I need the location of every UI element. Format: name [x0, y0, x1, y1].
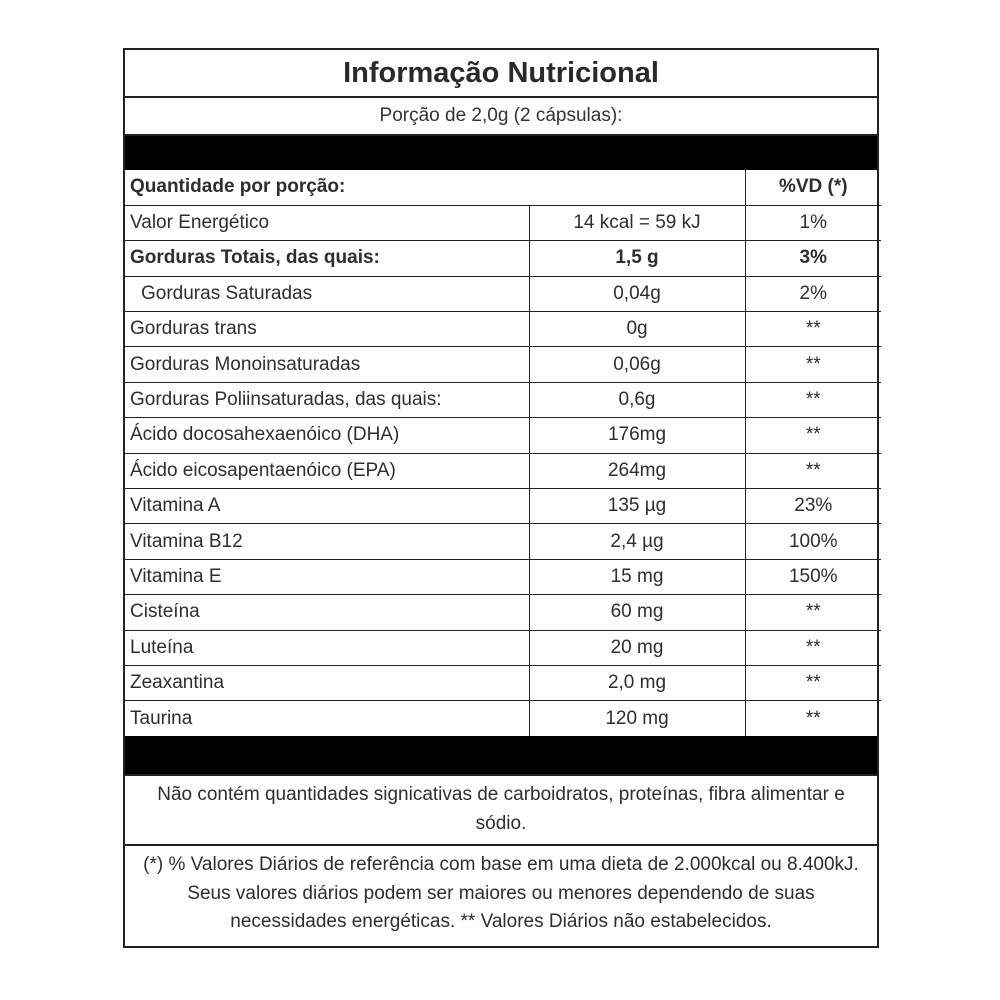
nutrient-name: Taurina	[125, 701, 529, 736]
nutrient-quantity: 120 mg	[529, 701, 745, 736]
header-vd: %VD (*)	[745, 170, 881, 205]
table-row	[125, 489, 881, 524]
nutrient-name: Vitamina B12	[125, 524, 529, 559]
nutrient-name: Zeaxantina	[125, 665, 529, 700]
nutrient-quantity: 176mg	[529, 418, 745, 453]
table-row	[125, 276, 881, 311]
table-row	[125, 665, 881, 700]
nutrient-quantity: 2,0 mg	[529, 665, 745, 700]
nutrient-name: Luteína	[125, 630, 529, 665]
nutrient-quantity: 60 mg	[529, 595, 745, 630]
nutrient-name: Gorduras Totais, das quais:	[125, 241, 529, 276]
nutrient-daily-value: 150%	[745, 559, 881, 594]
portion-size: Porção de 2,0g (2 cápsulas):	[125, 98, 877, 136]
table-row	[125, 595, 881, 630]
nutrient-quantity: 0,6g	[529, 382, 745, 417]
nutrient-quantity: 2,4 µg	[529, 524, 745, 559]
table-row	[125, 630, 881, 665]
nutrient-quantity: 1,5 g	[529, 241, 745, 276]
black-divider-bottom	[125, 736, 877, 774]
nutrient-daily-value: **	[745, 595, 881, 630]
nutrient-daily-value: 23%	[745, 489, 881, 524]
nutrient-quantity: 135 µg	[529, 489, 745, 524]
nutrient-name: Ácido eicosapentaenóico (EPA)	[125, 453, 529, 488]
nutrient-daily-value: **	[745, 347, 881, 382]
nutrient-daily-value: **	[745, 665, 881, 700]
header-label: Quantidade por porção:	[125, 170, 745, 205]
nutrient-name: Vitamina A	[125, 489, 529, 524]
nutrient-name: Vitamina E	[125, 559, 529, 594]
note-daily-values: (*) % Valores Diários de referência com base em uma dieta de 2.000kcal ou 8.400kJ. Seus valores diários podem ser maiores ou menores dependendo de suas necessidades energéticas. ** Valores Diários não estabelecidos.	[125, 844, 877, 946]
nutrient-daily-value: **	[745, 453, 881, 488]
note-nutrients: Não contém quantidades signicativas de carboidratos, proteínas, fibra alimentar e sódio.	[125, 774, 877, 844]
nutrient-daily-value: 100%	[745, 524, 881, 559]
nutrient-quantity: 0,06g	[529, 347, 745, 382]
nutrient-quantity: 0,04g	[529, 276, 745, 311]
nutrient-name: Valor Energético	[125, 205, 529, 240]
table-row	[125, 241, 881, 276]
nutrient-name: Gorduras Poliinsaturadas, das quais:	[125, 382, 529, 417]
nutrient-daily-value: 2%	[745, 276, 881, 311]
nutrient-daily-value: **	[745, 418, 881, 453]
nutrition-facts-panel	[123, 48, 879, 948]
nutrient-name: Ácido docosahexaenóico (DHA)	[125, 418, 529, 453]
nutrient-quantity: 20 mg	[529, 630, 745, 665]
nutrient-quantity: 14 kcal = 59 kJ	[529, 205, 745, 240]
nutrient-daily-value: 3%	[745, 241, 881, 276]
table-row	[125, 701, 881, 736]
nutrient-quantity: 0g	[529, 312, 745, 347]
table-row	[125, 205, 881, 240]
nutrient-daily-value: **	[745, 630, 881, 665]
nutrient-quantity: 264mg	[529, 453, 745, 488]
nutrient-daily-value: **	[745, 312, 881, 347]
table-row	[125, 382, 881, 417]
nutrient-daily-value: **	[745, 382, 881, 417]
page-title: Informação Nutricional	[125, 50, 877, 98]
table-row	[125, 524, 881, 559]
table-row	[125, 418, 881, 453]
table-row	[125, 559, 881, 594]
nutrient-name: Gorduras Saturadas	[125, 276, 529, 311]
table-row	[125, 347, 881, 382]
nutrient-name: Gorduras trans	[125, 312, 529, 347]
nutrient-daily-value: **	[745, 701, 881, 736]
table-row	[125, 453, 881, 488]
table-row	[125, 312, 881, 347]
nutrient-daily-value: 1%	[745, 205, 881, 240]
black-divider-top	[125, 136, 877, 170]
table-header-row	[125, 170, 881, 205]
nutrition-table	[125, 170, 881, 736]
nutrient-name: Cisteína	[125, 595, 529, 630]
nutrient-quantity: 15 mg	[529, 559, 745, 594]
nutrient-name: Gorduras Monoinsaturadas	[125, 347, 529, 382]
